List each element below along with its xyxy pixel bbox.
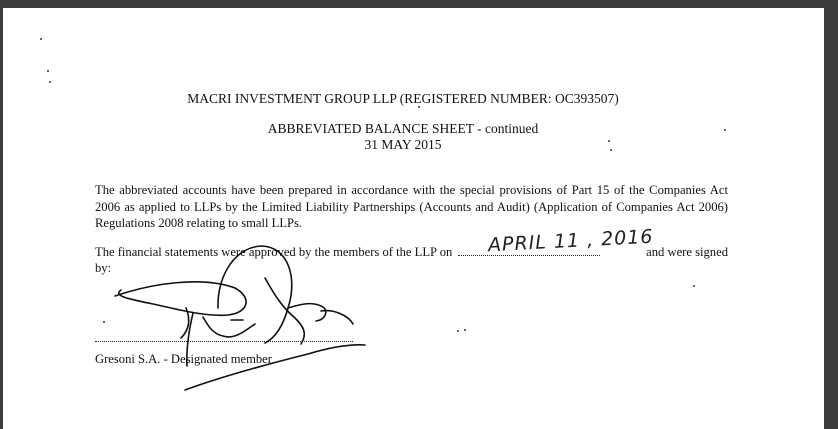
scan-speck (457, 330, 459, 332)
scan-speck (693, 285, 695, 287)
approval-text: The financial statements were approved by the members of the LLP on (95, 245, 453, 259)
scan-speck (49, 81, 51, 83)
company-heading: MACRI INVESTMENT GROUP LLP (REGISTERED NUMBER: OC393507) (187, 91, 619, 106)
sheet-date: 31 MAY 2015 (364, 137, 442, 152)
approval-tail: and were signed (646, 245, 728, 259)
scan-speck (40, 38, 42, 40)
signatory-name: Gresoni S.A. - Designated member (95, 352, 272, 366)
handwritten-date: APRIL 11 , 2016 (487, 225, 655, 257)
document-page (3, 8, 824, 429)
scan-speck (47, 70, 49, 72)
by-label: by: (95, 261, 112, 275)
accounts-paragraph: The abbreviated accounts have been prepared in accordance with the special provisions of Part 15 of the Companies Act 2006 as applied to LLPs by the Limited Liability Partnerships (Accounts and Audit) (Application of Companies Act 2006) Regulations 2008 relating to small LLPs. (95, 183, 728, 230)
scan-speck (103, 321, 105, 323)
sheet-title: ABBREVIATED BALANCE SHEET - continued (267, 121, 539, 136)
window-frame-right (824, 0, 838, 429)
scan-speck (464, 329, 466, 331)
window-frame-top (0, 0, 838, 8)
signature-dotted-line (95, 341, 353, 342)
